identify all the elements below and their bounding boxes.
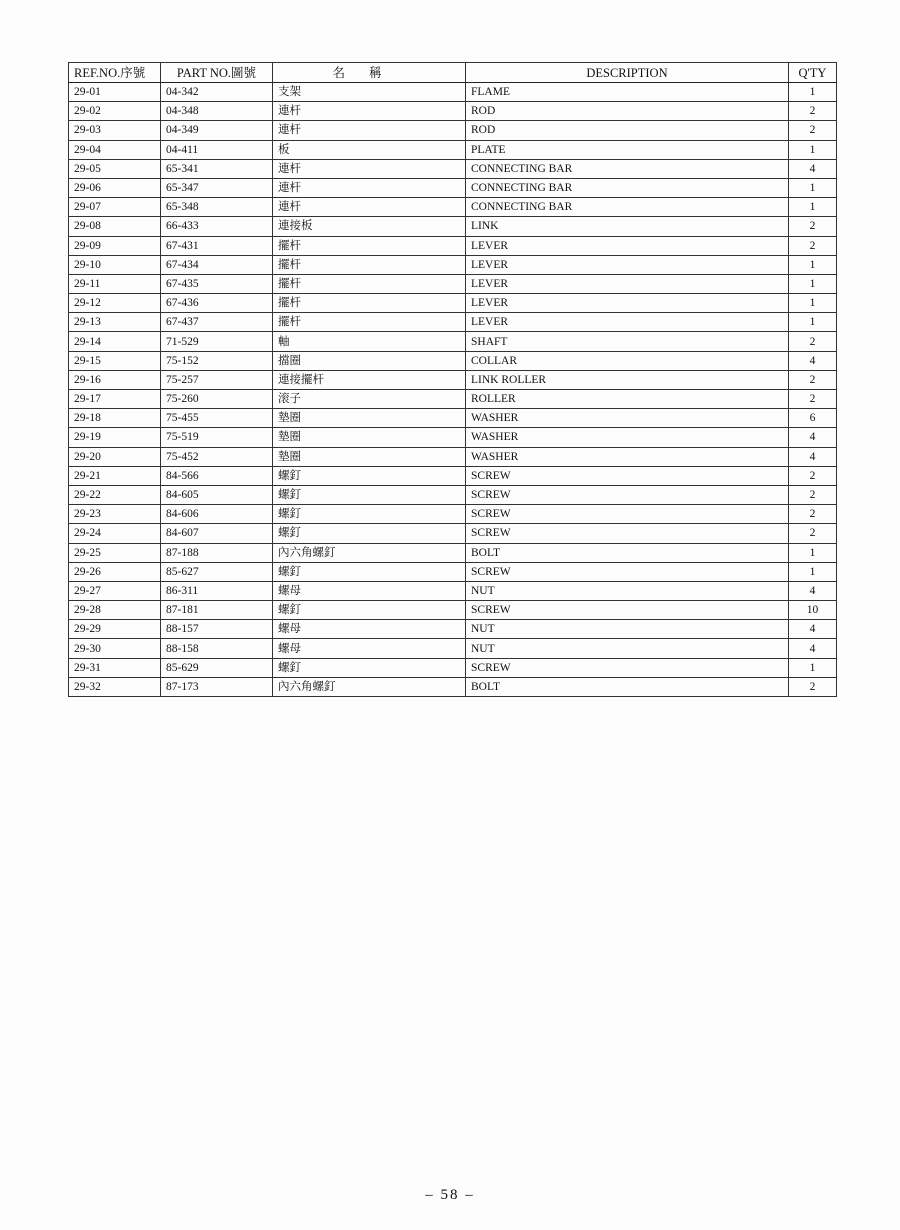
table-row: [69, 505, 837, 524]
cell-name: 擺杆: [273, 313, 466, 332]
cell-name: 內六角螺釘: [273, 543, 466, 562]
cell-ref-no: 29-27: [69, 581, 161, 600]
cell-quantity: 1: [789, 658, 837, 677]
header-part-no: PART NO.圖號: [161, 63, 273, 83]
cell-ref-no: 29-26: [69, 562, 161, 581]
cell-part-no: 85-629: [161, 658, 273, 677]
cell-ref-no: 29-07: [69, 198, 161, 217]
cell-description: LEVER: [466, 236, 789, 255]
table-row: [69, 198, 837, 217]
table-row: [69, 370, 837, 389]
cell-quantity: 1: [789, 178, 837, 197]
cell-quantity: 4: [789, 639, 837, 658]
cell-part-no: 67-437: [161, 313, 273, 332]
cell-ref-no: 29-08: [69, 217, 161, 236]
cell-description: ROD: [466, 102, 789, 121]
table-row: [69, 562, 837, 581]
table-row: [69, 620, 837, 639]
cell-ref-no: 29-31: [69, 658, 161, 677]
cell-ref-no: 29-21: [69, 466, 161, 485]
cell-quantity: 1: [789, 543, 837, 562]
cell-description: SCREW: [466, 658, 789, 677]
cell-part-no: 04-348: [161, 102, 273, 121]
cell-ref-no: 29-13: [69, 313, 161, 332]
cell-part-no: 84-606: [161, 505, 273, 524]
cell-ref-no: 29-18: [69, 409, 161, 428]
table-row: [69, 581, 837, 600]
cell-description: NUT: [466, 639, 789, 658]
table-row: [69, 639, 837, 658]
table-row: [69, 178, 837, 197]
cell-ref-no: 29-32: [69, 677, 161, 696]
cell-quantity: 1: [789, 313, 837, 332]
table-row: [69, 236, 837, 255]
cell-part-no: 04-342: [161, 83, 273, 102]
cell-quantity: 4: [789, 447, 837, 466]
cell-name: 內六角螺釘: [273, 677, 466, 696]
cell-part-no: 65-341: [161, 159, 273, 178]
table-row: [69, 485, 837, 504]
cell-part-no: 67-431: [161, 236, 273, 255]
cell-part-no: 67-435: [161, 274, 273, 293]
cell-description: LEVER: [466, 274, 789, 293]
cell-part-no: 84-566: [161, 466, 273, 485]
cell-part-no: 04-411: [161, 140, 273, 159]
cell-name: 螺釘: [273, 658, 466, 677]
cell-quantity: 2: [789, 390, 837, 409]
cell-quantity: 4: [789, 581, 837, 600]
cell-ref-no: 29-10: [69, 255, 161, 274]
cell-part-no: 88-158: [161, 639, 273, 658]
header-description: DESCRIPTION: [466, 63, 789, 83]
table-row: [69, 601, 837, 620]
cell-name: 連杆: [273, 102, 466, 121]
table-header-row: [69, 63, 837, 83]
cell-ref-no: 29-02: [69, 102, 161, 121]
header-quantity: Q'TY: [789, 63, 837, 83]
cell-part-no: 85-627: [161, 562, 273, 581]
cell-name: 螺母: [273, 639, 466, 658]
cell-ref-no: 29-23: [69, 505, 161, 524]
cell-description: WASHER: [466, 447, 789, 466]
cell-ref-no: 29-14: [69, 332, 161, 351]
cell-description: LEVER: [466, 294, 789, 313]
cell-ref-no: 29-19: [69, 428, 161, 447]
cell-description: COLLAR: [466, 351, 789, 370]
cell-part-no: 87-173: [161, 677, 273, 696]
cell-description: SCREW: [466, 562, 789, 581]
cell-description: PLATE: [466, 140, 789, 159]
cell-quantity: 1: [789, 83, 837, 102]
cell-quantity: 2: [789, 677, 837, 696]
table-row: [69, 83, 837, 102]
cell-name: 軸: [273, 332, 466, 351]
table-row: [69, 543, 837, 562]
cell-description: SCREW: [466, 601, 789, 620]
cell-quantity: 2: [789, 485, 837, 504]
cell-description: FLAME: [466, 83, 789, 102]
cell-description: SCREW: [466, 505, 789, 524]
cell-part-no: 75-452: [161, 447, 273, 466]
cell-quantity: 2: [789, 466, 837, 485]
cell-description: LINK: [466, 217, 789, 236]
cell-quantity: 2: [789, 102, 837, 121]
cell-part-no: 66-433: [161, 217, 273, 236]
cell-name: 連接板: [273, 217, 466, 236]
cell-description: LINK ROLLER: [466, 370, 789, 389]
cell-part-no: 65-347: [161, 178, 273, 197]
cell-quantity: 1: [789, 562, 837, 581]
cell-ref-no: 29-09: [69, 236, 161, 255]
table-row: [69, 351, 837, 370]
cell-ref-no: 29-17: [69, 390, 161, 409]
table-row: [69, 466, 837, 485]
cell-part-no: 67-434: [161, 255, 273, 274]
cell-name: 擺杆: [273, 236, 466, 255]
cell-name: 連杆: [273, 198, 466, 217]
cell-description: BOLT: [466, 677, 789, 696]
cell-description: ROLLER: [466, 390, 789, 409]
cell-quantity: 10: [789, 601, 837, 620]
cell-part-no: 88-157: [161, 620, 273, 639]
cell-quantity: 4: [789, 351, 837, 370]
cell-description: SCREW: [466, 485, 789, 504]
cell-name: 連杆: [273, 121, 466, 140]
cell-part-no: 87-181: [161, 601, 273, 620]
cell-quantity: 2: [789, 370, 837, 389]
cell-description: CONNECTING BAR: [466, 159, 789, 178]
cell-name: 墊圈: [273, 409, 466, 428]
cell-ref-no: 29-12: [69, 294, 161, 313]
cell-name: 擺杆: [273, 294, 466, 313]
cell-part-no: 75-152: [161, 351, 273, 370]
cell-part-no: 67-436: [161, 294, 273, 313]
cell-ref-no: 29-28: [69, 601, 161, 620]
cell-quantity: 1: [789, 255, 837, 274]
table-row: [69, 255, 837, 274]
cell-part-no: 75-257: [161, 370, 273, 389]
cell-name: 螺母: [273, 581, 466, 600]
cell-part-no: 84-607: [161, 524, 273, 543]
table-row: [69, 294, 837, 313]
cell-ref-no: 29-24: [69, 524, 161, 543]
cell-ref-no: 29-20: [69, 447, 161, 466]
header-ref-no: REF.NO.序號: [69, 63, 161, 83]
cell-quantity: 2: [789, 524, 837, 543]
cell-quantity: 2: [789, 332, 837, 351]
cell-description: NUT: [466, 581, 789, 600]
cell-ref-no: 29-22: [69, 485, 161, 504]
cell-name: 板: [273, 140, 466, 159]
table-row: [69, 390, 837, 409]
cell-description: LEVER: [466, 313, 789, 332]
cell-name: 支架: [273, 83, 466, 102]
cell-name: 連接擺杆: [273, 370, 466, 389]
cell-quantity: 1: [789, 274, 837, 293]
cell-description: LEVER: [466, 255, 789, 274]
cell-name: 螺釘: [273, 466, 466, 485]
cell-ref-no: 29-29: [69, 620, 161, 639]
cell-part-no: 04-349: [161, 121, 273, 140]
cell-description: CONNECTING BAR: [466, 178, 789, 197]
cell-quantity: 2: [789, 217, 837, 236]
table-row: [69, 658, 837, 677]
cell-quantity: 2: [789, 121, 837, 140]
cell-description: WASHER: [466, 409, 789, 428]
cell-quantity: 4: [789, 620, 837, 639]
parts-table-body: [69, 83, 837, 697]
cell-ref-no: 29-01: [69, 83, 161, 102]
cell-name: 連杆: [273, 159, 466, 178]
cell-name: 螺釘: [273, 505, 466, 524]
cell-description: CONNECTING BAR: [466, 198, 789, 217]
cell-quantity: 1: [789, 140, 837, 159]
cell-name: 墊圈: [273, 428, 466, 447]
table-row: [69, 524, 837, 543]
cell-description: SCREW: [466, 524, 789, 543]
cell-quantity: 2: [789, 505, 837, 524]
cell-ref-no: 29-16: [69, 370, 161, 389]
cell-ref-no: 29-30: [69, 639, 161, 658]
cell-quantity: 1: [789, 294, 837, 313]
cell-description: WASHER: [466, 428, 789, 447]
table-row: [69, 428, 837, 447]
table-row: [69, 102, 837, 121]
cell-part-no: 84-605: [161, 485, 273, 504]
header-name: 名稱: [273, 63, 466, 83]
cell-part-no: 71-529: [161, 332, 273, 351]
cell-quantity: 4: [789, 159, 837, 178]
cell-name: 擋圈: [273, 351, 466, 370]
cell-name: 墊圈: [273, 447, 466, 466]
cell-name: 螺母: [273, 620, 466, 639]
table-row: [69, 677, 837, 696]
cell-description: SCREW: [466, 466, 789, 485]
cell-ref-no: 29-04: [69, 140, 161, 159]
table-row: [69, 332, 837, 351]
table-row: [69, 313, 837, 332]
cell-part-no: 75-519: [161, 428, 273, 447]
cell-description: ROD: [466, 121, 789, 140]
parts-list-table: [68, 62, 837, 697]
cell-quantity: 1: [789, 198, 837, 217]
cell-part-no: 65-348: [161, 198, 273, 217]
cell-description: BOLT: [466, 543, 789, 562]
cell-name: 螺釘: [273, 524, 466, 543]
cell-name: 螺釘: [273, 485, 466, 504]
cell-name: 擺杆: [273, 274, 466, 293]
cell-ref-no: 29-11: [69, 274, 161, 293]
table-row: [69, 409, 837, 428]
cell-part-no: 87-188: [161, 543, 273, 562]
cell-ref-no: 29-15: [69, 351, 161, 370]
cell-part-no: 86-311: [161, 581, 273, 600]
cell-part-no: 75-455: [161, 409, 273, 428]
cell-name: 螺釘: [273, 601, 466, 620]
cell-quantity: 4: [789, 428, 837, 447]
cell-quantity: 2: [789, 236, 837, 255]
page-number: – 58 –: [425, 1187, 475, 1203]
cell-description: NUT: [466, 620, 789, 639]
cell-part-no: 75-260: [161, 390, 273, 409]
table-row: [69, 217, 837, 236]
table-row: [69, 121, 837, 140]
cell-ref-no: 29-05: [69, 159, 161, 178]
cell-name: 滚子: [273, 390, 466, 409]
cell-quantity: 6: [789, 409, 837, 428]
table-row: [69, 159, 837, 178]
cell-name: 連杆: [273, 178, 466, 197]
cell-ref-no: 29-25: [69, 543, 161, 562]
cell-description: SHAFT: [466, 332, 789, 351]
cell-name: 螺釘: [273, 562, 466, 581]
cell-name: 擺杆: [273, 255, 466, 274]
cell-ref-no: 29-03: [69, 121, 161, 140]
cell-ref-no: 29-06: [69, 178, 161, 197]
table-row: [69, 447, 837, 466]
table-row: [69, 140, 837, 159]
table-row: [69, 274, 837, 293]
